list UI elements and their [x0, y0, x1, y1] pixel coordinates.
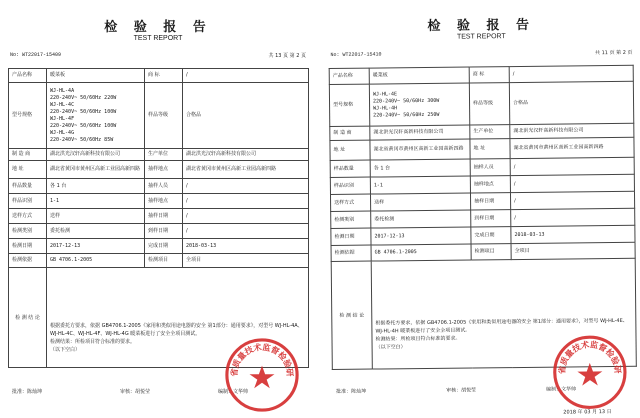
model-line: WJ-HL-4A [50, 87, 75, 94]
value-sample-qty: 各 1 台 [47, 179, 145, 194]
svg-text:湖北省质量技术监督检验研究院 [223, 336, 295, 378]
value-grade: 合格品 [509, 81, 633, 124]
value-model-list [47, 83, 145, 149]
label-test-type: 检测类别 [9, 224, 47, 239]
approver-signature [336, 388, 366, 395]
model-line: WJ-HL-4C [50, 101, 75, 108]
writer-signature [218, 388, 248, 395]
value-trademark: / [183, 69, 309, 83]
label-arrival-date: 到样日期 [145, 224, 183, 239]
label-sampler: 抽样人员 [145, 179, 183, 194]
value-delivery: 送样 [370, 193, 470, 211]
report-title: 检 验 报 告 [104, 20, 212, 35]
model-line: WJ-HL-4E [372, 90, 398, 98]
conclusion-text: 根据委托方要求，依据 GB4706.1-2005《家用和类似用途电器的安全 第1部分：通用要求》，对型号 WJ-HL-4A、WJ-HL-4C、WJ-HL-4F、WJ-HL-4G 暖菜板进行了安全全项目测试。 检测结果：所检项目符合标准的要求。 （以下空白） [50, 322, 303, 353]
value-test-date: 2017-12-13 [371, 227, 471, 245]
reviewer-signature [446, 386, 476, 393]
label-maker: 制 造 商 [9, 149, 47, 161]
label-sample-id: 样品识别 [9, 194, 47, 209]
writer-label: 编制： [546, 386, 562, 393]
label-address: 地 址 [330, 140, 370, 160]
seal-date: 2018 年 03 月 13 日 [563, 408, 612, 416]
label-test-type: 检测类别 [331, 211, 371, 228]
report-number: No: WT22017-15409 [10, 52, 62, 58]
value-arrival-date: / [511, 208, 635, 226]
value-trademark: / [509, 65, 633, 82]
model-line: WJ-HL-4H [373, 104, 398, 112]
value-arrival-date: / [183, 224, 309, 239]
model-line: 220-240V~ 50/60Hz 100W [50, 122, 117, 129]
report-page-right [328, 1, 638, 416]
approver-name: 陈灿坤 [351, 388, 367, 395]
label-sampler: 抽样人员 [470, 159, 510, 176]
star-icon [577, 362, 602, 385]
label-sample-date: 抽样日期 [145, 209, 183, 224]
value-test-basis: GB 4706.1-2005 [371, 244, 471, 261]
value-grade: 合格品 [183, 83, 309, 149]
conclusion-text: 根据委托方要求，依据 GB4706.1-2005《家用和类似用途电器的安全 第1部分：通用要求》，对型号 WJ-HL-4E、WJ-HL-4H 暖菜板进行了安全全项目测试。 检测结果：所检项目符合标准的要求。 （以下空白） [375, 317, 628, 351]
model-line: 220-240V~ 50/60Hz 300W [372, 97, 440, 105]
model-line: 220-240V~ 50/60Hz 250W [373, 111, 440, 119]
seal-text: 省质量技术监督检验研 [228, 341, 296, 377]
label-grade: 样品等级 [145, 83, 183, 149]
value-address: 湖北省黄冈市黄州区高新工业园高新四路 [47, 161, 145, 179]
report-page-left [8, 4, 308, 409]
label-arrival-date: 到样日期 [471, 210, 511, 227]
seal-text: 湖北省质量技术监督检验研究院 [556, 338, 624, 374]
reviewer-label: 审核： [446, 387, 462, 394]
seal-graphic [550, 332, 629, 411]
label-delivery: 送样方式 [330, 194, 370, 211]
value-test-type: 委托检测 [371, 210, 471, 228]
value-address: 湖北省黄冈市黄州区高新工业园高新四路 [370, 139, 470, 160]
value-test-basis: GB 4706.1-2005 [47, 254, 145, 268]
label-model: 型号规格 [9, 83, 47, 149]
conclusion-cell [47, 268, 309, 377]
value-test-items: 全项目 [511, 242, 635, 259]
label-producer: 生产单位 [145, 149, 183, 161]
model-lines [373, 90, 466, 119]
value-test-items: 全项目 [183, 254, 309, 268]
model-lines [50, 88, 141, 144]
approver-name: 陈灿坤 [27, 389, 43, 395]
label-finish-date: 完成日期 [145, 239, 183, 254]
report-title: 检 验 报 告 [427, 17, 536, 34]
report-subtitle: TEST REPORT [133, 35, 183, 42]
writer-signature [546, 385, 576, 392]
value-model-list [369, 83, 469, 126]
star-icon [250, 365, 275, 388]
value-delivery: 送样 [47, 209, 145, 224]
value-finish-date: 2018-03-13 [511, 225, 635, 243]
label-producer: 生产单位 [470, 125, 510, 139]
writer-name: 文华帅 [561, 386, 577, 393]
reviewer-signature [120, 388, 150, 395]
value-finish-date: 2018-03-13 [183, 239, 309, 254]
value-address2: 湖北省黄冈市黄州区高新工业园高新四路 [183, 161, 309, 179]
label-test-basis: 检测依据 [9, 254, 47, 268]
value-sample-id: 1-1 [47, 194, 145, 209]
label-sampling-place: 抽样地点 [145, 194, 183, 209]
value-sample-id: 1-1 [370, 176, 470, 194]
page-info: 共 11 页 第 2 页 [594, 49, 633, 57]
value-maker: 湖北洪光汉轩高新科技有限公司 [47, 149, 145, 161]
model-line: WJ-HL-4F [50, 115, 75, 122]
value-address2: 湖北省黄冈市黄州区高新工业园高新四路 [510, 137, 634, 158]
value-sample-qty: 各 1 台 [370, 159, 470, 177]
value-sample-date: / [510, 191, 634, 209]
label-test-date: 检测日期 [331, 228, 371, 245]
value-product: 暖菜板 [369, 67, 469, 84]
page-info: 共 13 页 第 2 页 [268, 53, 306, 59]
label-delivery: 送样方式 [9, 209, 47, 224]
label-sampling-site: 抽样地点 [145, 161, 183, 179]
inspection-seal [550, 332, 629, 411]
label-trademark: 商 标 [145, 69, 183, 83]
label-test-date: 检测日期 [9, 239, 47, 254]
report-subtitle: TEST REPORT [456, 33, 506, 41]
reviewer-name: 胡悦莹 [461, 387, 477, 394]
report-table [8, 68, 309, 377]
model-line: 220-240V~ 50/60Hz 85W [50, 136, 114, 143]
writer-name: 文华帅 [233, 389, 249, 395]
label-product: 产品名称 [9, 69, 47, 83]
value-product: 暖菜板 [47, 69, 145, 83]
label-model: 型号规格 [329, 84, 369, 126]
writer-label: 编制： [218, 389, 234, 395]
label-maker: 制 造 商 [330, 126, 370, 140]
value-sampler: / [510, 157, 634, 175]
label-product: 产品名称 [329, 68, 369, 84]
model-line: WJ-HL-4G [50, 129, 75, 136]
value-test-date: 2017-12-13 [47, 239, 145, 254]
value-sampler: / [183, 179, 309, 194]
label-sample-id: 样品识别 [330, 177, 370, 194]
seal-graphic [223, 336, 301, 414]
approver-label: 批准： [336, 388, 352, 395]
value-producer: 湖北洪光汉轩高新科技有限公司 [183, 149, 309, 161]
label-address: 地 址 [9, 161, 47, 179]
label-address-right: 地 址 [470, 139, 510, 159]
value-maker: 湖北洪光汉轩高新科技有限公司 [370, 125, 470, 140]
label-grade: 样品等级 [469, 83, 509, 125]
label-sample-qty: 样品数量 [9, 179, 47, 194]
value-sampling-place: / [510, 174, 634, 192]
inspection-seal [223, 336, 301, 414]
model-line: 220-240V~ 50/60Hz 100W [50, 108, 117, 115]
value-producer: 湖北洪光汉轩高新科技有限公司 [510, 123, 634, 138]
value-test-type: 委托检测 [47, 224, 145, 239]
model-line: 220-240V~ 50/60Hz 220W [50, 94, 117, 101]
label-test-items: 检测项目 [145, 254, 183, 268]
reviewer-label: 审核： [120, 389, 136, 395]
approver-signature [12, 388, 42, 395]
label-conclusion: 检 测 结 论 [331, 261, 372, 369]
reviewer-name: 胡悦莹 [135, 389, 151, 395]
value-sample-date: / [183, 209, 309, 224]
label-sample-qty: 样品数量 [330, 160, 370, 177]
report-number: No: WT22017-15410 [330, 51, 382, 58]
approver-label: 批准： [12, 389, 28, 395]
label-test-basis: 检测依据 [331, 245, 371, 261]
value-sampling-place: / [183, 194, 309, 209]
label-conclusion: 检 测 结 论 [9, 268, 47, 368]
label-sample-date: 抽样日期 [470, 193, 510, 210]
label-test-items: 检测项目 [471, 244, 511, 260]
label-trademark: 商 标 [469, 67, 509, 83]
label-finish-date: 完成日期 [471, 227, 511, 244]
label-sampling-place: 抽样地点 [470, 176, 510, 193]
